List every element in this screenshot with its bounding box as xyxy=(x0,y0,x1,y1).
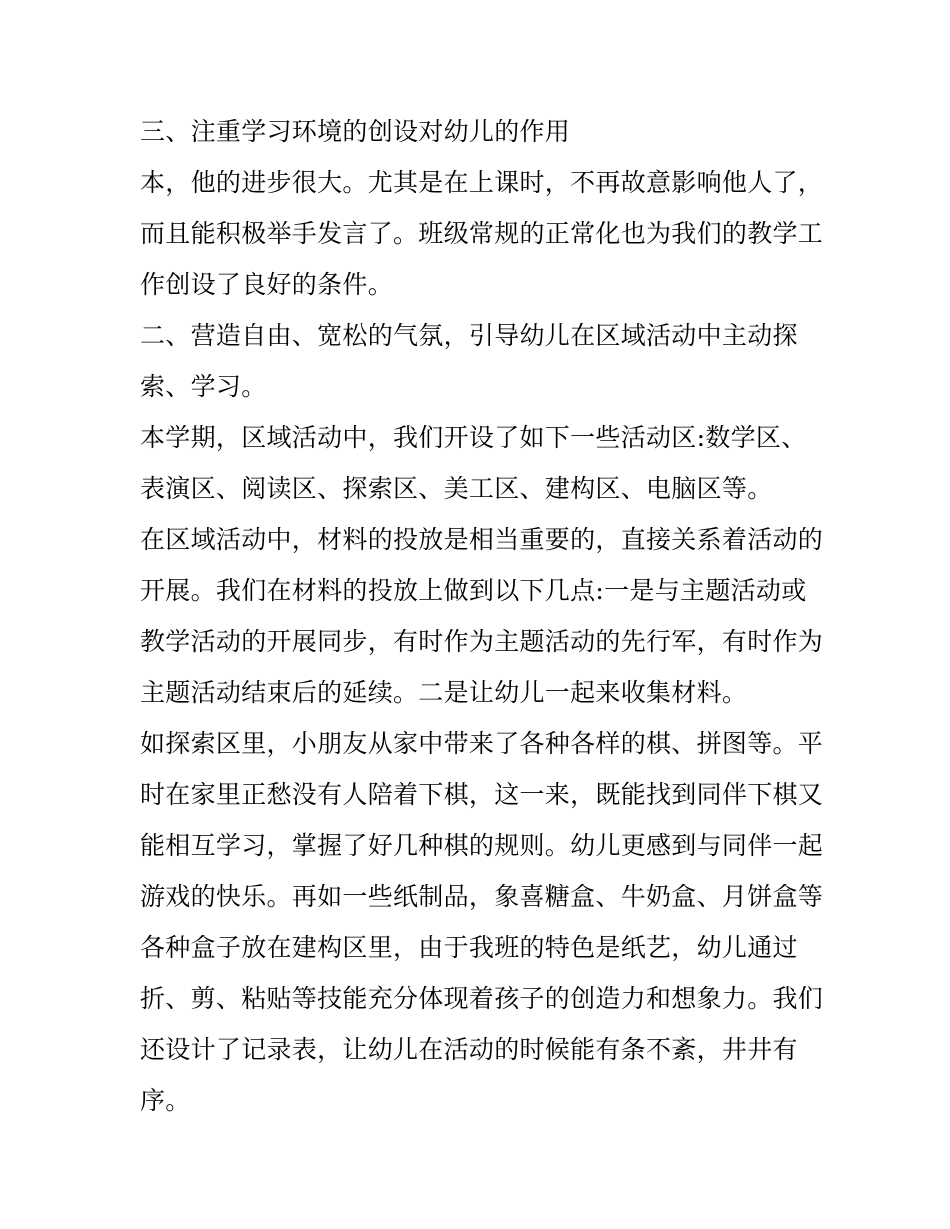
paragraph-line: 游戏的快乐。再如一些纸制品，象喜糖盒、牛奶盒、月饼盒等 xyxy=(140,882,824,911)
paragraph-line: 还设计了记录表，让幼儿在活动的时候能有条不紊，井井有 xyxy=(140,1035,798,1064)
paragraph-line: 而且能积极举手发言了。班级常规的正常化也为我们的教学工 xyxy=(140,219,824,248)
paragraph-line: 折、剪、粘贴等技能充分体现着孩子的创造力和想象力。我们 xyxy=(140,984,824,1013)
paragraph-line: 在区域活动中，材料的投放是相当重要的，直接关系着活动的 xyxy=(140,525,824,554)
paragraph-line: 教学活动的开展同步，有时作为主题活动的先行军，有时作为 xyxy=(140,627,824,656)
paragraph-line: 本学期，区域活动中，我们开设了如下一些活动区:数学区、 xyxy=(140,423,807,452)
paragraph-line: 序。 xyxy=(140,1086,191,1115)
paragraph-line: 时在家里正愁没有人陪着下棋，这一来，既能找到同伴下棋又 xyxy=(140,780,824,809)
paragraph-line: 作创设了良好的条件。 xyxy=(140,270,394,299)
paragraph-line: 开展。我们在材料的投放上做到以下几点:一是与主题活动或 xyxy=(140,576,807,605)
section-heading: 三、注重学习环境的创设对幼儿的作用 xyxy=(140,117,571,146)
paragraph-line: 如探索区里，小朋友从家中带来了各种各样的棋、拼图等。平 xyxy=(140,729,824,758)
paragraph-line: 主题活动结束后的延续。二是让幼儿一起来收集材料。 xyxy=(140,678,748,707)
paragraph-line: 本，他的进步很大。尤其是在上课时，不再故意影响他人了， xyxy=(140,168,824,197)
section-heading: 索、学习。 xyxy=(140,372,267,401)
paragraph-line: 表演区、阅读区、探索区、美工区、建构区、电脑区等。 xyxy=(140,474,773,503)
paragraph-line: 能相互学习，掌握了好几种棋的规则。幼儿更感到与同伴一起 xyxy=(140,831,824,860)
section-heading: 二、营造自由、宽松的气氛，引导幼儿在区域活动中主动探 xyxy=(140,321,798,350)
paragraph-line: 各种盒子放在建构区里，由于我班的特色是纸艺，幼儿通过 xyxy=(140,933,798,962)
document-body xyxy=(140,106,824,1126)
